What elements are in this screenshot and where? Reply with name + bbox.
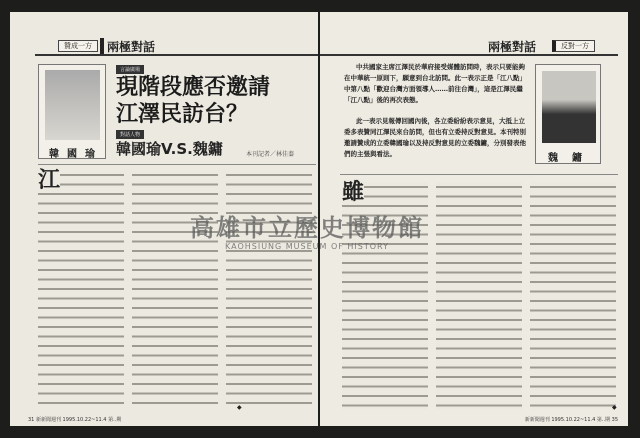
body-column [436, 182, 522, 410]
article-subtitle: 韓國瑜V.S.魏鏞 [116, 140, 223, 158]
drop-cap: 雖 [342, 179, 365, 205]
body-column [226, 170, 312, 410]
person-name: 魏鏞 [548, 153, 596, 164]
section-tag: 贊成一方 [58, 40, 98, 52]
page-footer: 新新聞週刊 1995.10.22~11.4 第..期 35 [524, 417, 618, 423]
category-badge: 言論廣場 [116, 65, 144, 74]
section-title: 兩極對話 [100, 38, 155, 55]
museum-watermark [190, 214, 424, 252]
person-name: 韓國瑜 [49, 149, 103, 160]
header-rule [35, 54, 318, 56]
page-footer: 31 新新聞週刊 1995.10.22~11.4 第..期 [28, 417, 122, 423]
section-tag: 反對一方 [552, 40, 595, 52]
subtitle-badge: 對話人物 [116, 130, 144, 139]
body-column [530, 182, 616, 410]
drop-cap: 江 [38, 167, 61, 193]
article-title-line1: 現階段應否邀請 [116, 74, 271, 100]
portrait-photo [45, 70, 100, 140]
end-mark: ◆ [237, 404, 242, 411]
photo-frame [38, 64, 106, 159]
watermark-zh: 高雄市立歷史博物館 [190, 214, 424, 242]
body-column [132, 170, 218, 410]
portrait-photo [542, 71, 596, 143]
header-rule [320, 54, 618, 56]
article-title-line2: 江澤民訪台？ [116, 101, 249, 127]
divider [38, 164, 316, 165]
section-title: 兩極對話 [488, 40, 537, 54]
photo-frame [535, 64, 601, 164]
body-column [38, 167, 124, 410]
divider [340, 174, 618, 175]
intro-paragraph-2: 此一表示見報傳回國內後，各立委紛紛表示意見，大抵上立委多表贊同江澤民來台訪問，但也有立委持反對意見。本刊特別邀請贊成的立委韓國瑜以及持反對意見的立委魏鏞，分別發表他們的主張與看法。 [344, 117, 526, 158]
byline: 本刊記者／林佳蓁 [246, 151, 295, 158]
end-mark: ◆ [612, 404, 617, 411]
watermark-en: KAOHSIUNG MUSEUM OF HISTORY [225, 242, 389, 251]
intro-paragraph-1: 中共國家主席江澤民於華府接受媒體訪問時，表示只要能夠在中華統一原則下，願意到台北訪問。此一表示正是「江八點」中第八點「歡迎台灣方面領導人……前往台灣」，這是江澤民繼「江八點」後的再次表態。 [344, 63, 526, 104]
